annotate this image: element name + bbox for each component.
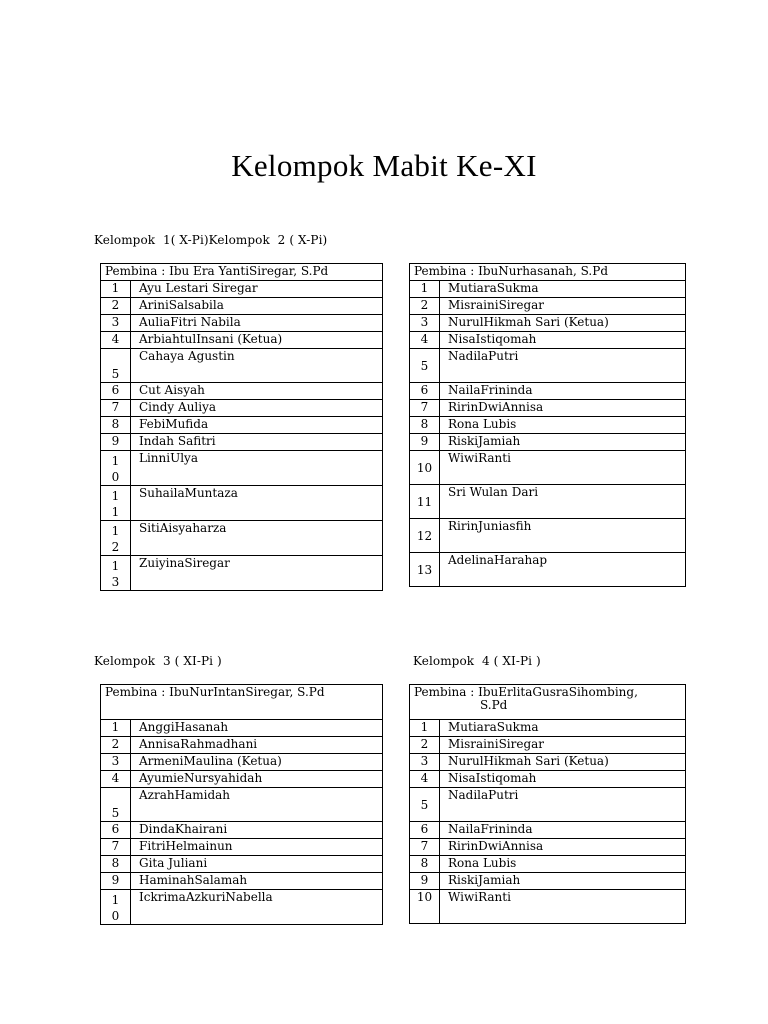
member-number: 3 xyxy=(101,315,131,332)
pembina-label: Pembina : Ibu Era YantiSiregar, S.Pd xyxy=(101,264,383,281)
member-name: FebiMufida xyxy=(131,417,383,434)
member-number-digit: 1 xyxy=(111,489,120,503)
member-number: 6 xyxy=(410,822,440,839)
member-name: NisaIstiqomah xyxy=(440,771,686,788)
member-name: MisrainiSiregar xyxy=(440,737,686,754)
group-3-heading: Kelompok 3 ( XI-Pi ) xyxy=(94,654,222,668)
member-name: RirinDwiAnnisa xyxy=(440,400,686,417)
member-number: 1 xyxy=(101,281,131,298)
member-name: DindaKhairani xyxy=(131,822,383,839)
member-name: NadilaPutri xyxy=(440,788,686,822)
table-row xyxy=(410,332,686,349)
pembina-label xyxy=(410,685,686,720)
table-row xyxy=(101,521,383,556)
member-number-digit: 0 xyxy=(111,470,120,484)
member-number-digit: 1 xyxy=(111,559,120,573)
member-name: LinniUlya xyxy=(131,451,383,486)
member-number-digit: 1 xyxy=(111,524,120,538)
member-name: WiwiRanti xyxy=(440,890,686,924)
table-row xyxy=(101,486,383,521)
member-number-digit: 0 xyxy=(111,909,120,923)
table-row xyxy=(101,315,383,332)
member-number: 4 xyxy=(101,771,131,788)
member-name: Gita Juliani xyxy=(131,856,383,873)
member-number: 6 xyxy=(410,383,440,400)
member-number: 8 xyxy=(410,856,440,873)
table-row xyxy=(410,839,686,856)
table-row xyxy=(410,856,686,873)
member-name: MutiaraSukma xyxy=(440,720,686,737)
table-row xyxy=(410,754,686,771)
member-name: Cut Aisyah xyxy=(131,383,383,400)
table-row xyxy=(101,856,383,873)
pembina-label: Pembina : IbuNurhasanah, S.Pd xyxy=(410,264,686,281)
member-number xyxy=(101,486,131,521)
table-row xyxy=(101,890,383,925)
group-1-table xyxy=(100,263,383,591)
table-row xyxy=(410,890,686,924)
member-number: 4 xyxy=(410,332,440,349)
group-4-table xyxy=(409,684,686,924)
member-number: 3 xyxy=(410,315,440,332)
table-row xyxy=(101,383,383,400)
table-row xyxy=(101,839,383,856)
member-name: AzrahHamidah xyxy=(131,788,383,822)
member-number: 8 xyxy=(101,417,131,434)
member-name: Cindy Auliya xyxy=(131,400,383,417)
member-name: IckrimaAzkuriNabella xyxy=(131,890,383,925)
member-name: WiwiRanti xyxy=(440,451,686,485)
member-number: 2 xyxy=(410,737,440,754)
table-row xyxy=(410,771,686,788)
member-number xyxy=(101,556,131,591)
table-row xyxy=(410,519,686,553)
pembina-line-2: S.Pd xyxy=(480,698,508,712)
member-number: 10 xyxy=(410,890,440,924)
table-row xyxy=(101,332,383,349)
table-row xyxy=(410,553,686,587)
member-number: 8 xyxy=(101,856,131,873)
table-row xyxy=(101,556,383,591)
table-row xyxy=(101,754,383,771)
member-number: 12 xyxy=(410,519,440,553)
member-number: 9 xyxy=(101,873,131,890)
table-row xyxy=(410,383,686,400)
table-row xyxy=(410,451,686,485)
pembina-row xyxy=(101,264,383,281)
member-name: AyumieNursyahidah xyxy=(131,771,383,788)
table-row xyxy=(101,400,383,417)
member-name: HaminahSalamah xyxy=(131,873,383,890)
pembina-label: Pembina : IbuNurIntanSiregar, S.Pd xyxy=(101,685,383,720)
member-name: AdelinaHarahap xyxy=(440,553,686,587)
member-number: 3 xyxy=(101,754,131,771)
table-row xyxy=(101,822,383,839)
group-2-table xyxy=(409,263,686,587)
member-number xyxy=(101,521,131,556)
member-name: SitiAisyaharza xyxy=(131,521,383,556)
member-name: Ayu Lestari Siregar xyxy=(131,281,383,298)
member-number: 8 xyxy=(410,417,440,434)
pembina-row xyxy=(410,264,686,281)
member-number: 13 xyxy=(410,553,440,587)
table-row xyxy=(101,417,383,434)
member-name: AuliaFitri Nabila xyxy=(131,315,383,332)
table-row xyxy=(410,720,686,737)
table-row xyxy=(410,788,686,822)
member-number xyxy=(101,451,131,486)
member-number: 5 xyxy=(101,349,131,383)
table-row xyxy=(101,434,383,451)
member-name: NurulHikmah Sari (Ketua) xyxy=(440,754,686,771)
table-row xyxy=(410,434,686,451)
table-row xyxy=(410,485,686,519)
member-name: ArmeniMaulina (Ketua) xyxy=(131,754,383,771)
member-name: RiskiJamiah xyxy=(440,873,686,890)
table-row xyxy=(101,873,383,890)
group-3-table xyxy=(100,684,383,925)
member-number: 9 xyxy=(101,434,131,451)
member-name: RiskiJamiah xyxy=(440,434,686,451)
table-row xyxy=(101,720,383,737)
member-name: ArbiahtulInsani (Ketua) xyxy=(131,332,383,349)
member-name: NurulHikmah Sari (Ketua) xyxy=(440,315,686,332)
member-name: MutiaraSukma xyxy=(440,281,686,298)
member-number: 4 xyxy=(101,332,131,349)
table-row xyxy=(410,281,686,298)
member-name: NisaIstiqomah xyxy=(440,332,686,349)
member-name: AnggiHasanah xyxy=(131,720,383,737)
table-row xyxy=(410,349,686,383)
member-number: 4 xyxy=(410,771,440,788)
member-name: NailaFrininda xyxy=(440,383,686,400)
table-row xyxy=(101,451,383,486)
member-number: 6 xyxy=(101,822,131,839)
member-name: SuhailaMuntaza xyxy=(131,486,383,521)
table-row xyxy=(101,788,383,822)
member-name: FitriHelmainun xyxy=(131,839,383,856)
member-name: Rona Lubis xyxy=(440,856,686,873)
member-number-digit: 1 xyxy=(111,505,120,519)
member-name: Rona Lubis xyxy=(440,417,686,434)
member-name: AnnisaRahmadhani xyxy=(131,737,383,754)
table-row xyxy=(410,737,686,754)
group-4-heading: Kelompok 4 ( XI-Pi ) xyxy=(413,654,541,668)
table-row xyxy=(101,298,383,315)
member-number-digit: 1 xyxy=(111,893,120,907)
table-row xyxy=(410,873,686,890)
member-number: 1 xyxy=(410,720,440,737)
member-number: 11 xyxy=(410,485,440,519)
table-row xyxy=(410,315,686,332)
member-number: 5 xyxy=(410,349,440,383)
table-row xyxy=(410,822,686,839)
member-number: 5 xyxy=(410,788,440,822)
member-number-digit: 2 xyxy=(111,540,120,554)
member-number: 7 xyxy=(410,839,440,856)
page-title: Kelompok Mabit Ke-XI xyxy=(231,148,537,183)
table-row xyxy=(410,298,686,315)
member-name: AriniSalsabila xyxy=(131,298,383,315)
member-name: NailaFrininda xyxy=(440,822,686,839)
member-number: 9 xyxy=(410,873,440,890)
member-number: 9 xyxy=(410,434,440,451)
pembina-row xyxy=(410,685,686,720)
table-row xyxy=(410,417,686,434)
member-name: RirinJuniasfih xyxy=(440,519,686,553)
table-row xyxy=(101,771,383,788)
member-number: 7 xyxy=(410,400,440,417)
member-number: 7 xyxy=(101,839,131,856)
member-number: 7 xyxy=(101,400,131,417)
pembina-line-1: Pembina : IbuErlitaGusraSihombing, xyxy=(414,685,638,699)
member-number-digit: 1 xyxy=(111,454,120,468)
member-number: 2 xyxy=(410,298,440,315)
member-name: Cahaya Agustin xyxy=(131,349,383,383)
member-number: 10 xyxy=(410,451,440,485)
member-name: Sri Wulan Dari xyxy=(440,485,686,519)
member-name: NadilaPutri xyxy=(440,349,686,383)
member-name: ZuiyinaSiregar xyxy=(131,556,383,591)
member-number: 3 xyxy=(410,754,440,771)
table-row xyxy=(410,400,686,417)
member-number xyxy=(101,890,131,925)
pembina-row xyxy=(101,685,383,720)
member-name: RirinDwiAnnisa xyxy=(440,839,686,856)
member-number: 2 xyxy=(101,737,131,754)
member-number: 6 xyxy=(101,383,131,400)
member-number-digit: 3 xyxy=(111,575,120,589)
group-1-2-heading: Kelompok 1( X-Pi)Kelompok 2 ( X-Pi) xyxy=(94,233,328,247)
table-row xyxy=(101,349,383,383)
member-number: 1 xyxy=(101,720,131,737)
table-row xyxy=(101,281,383,298)
member-name: Indah Safitri xyxy=(131,434,383,451)
member-number: 2 xyxy=(101,298,131,315)
member-name: MisrainiSiregar xyxy=(440,298,686,315)
member-number: 1 xyxy=(410,281,440,298)
table-row xyxy=(101,737,383,754)
member-number: 5 xyxy=(101,788,131,822)
